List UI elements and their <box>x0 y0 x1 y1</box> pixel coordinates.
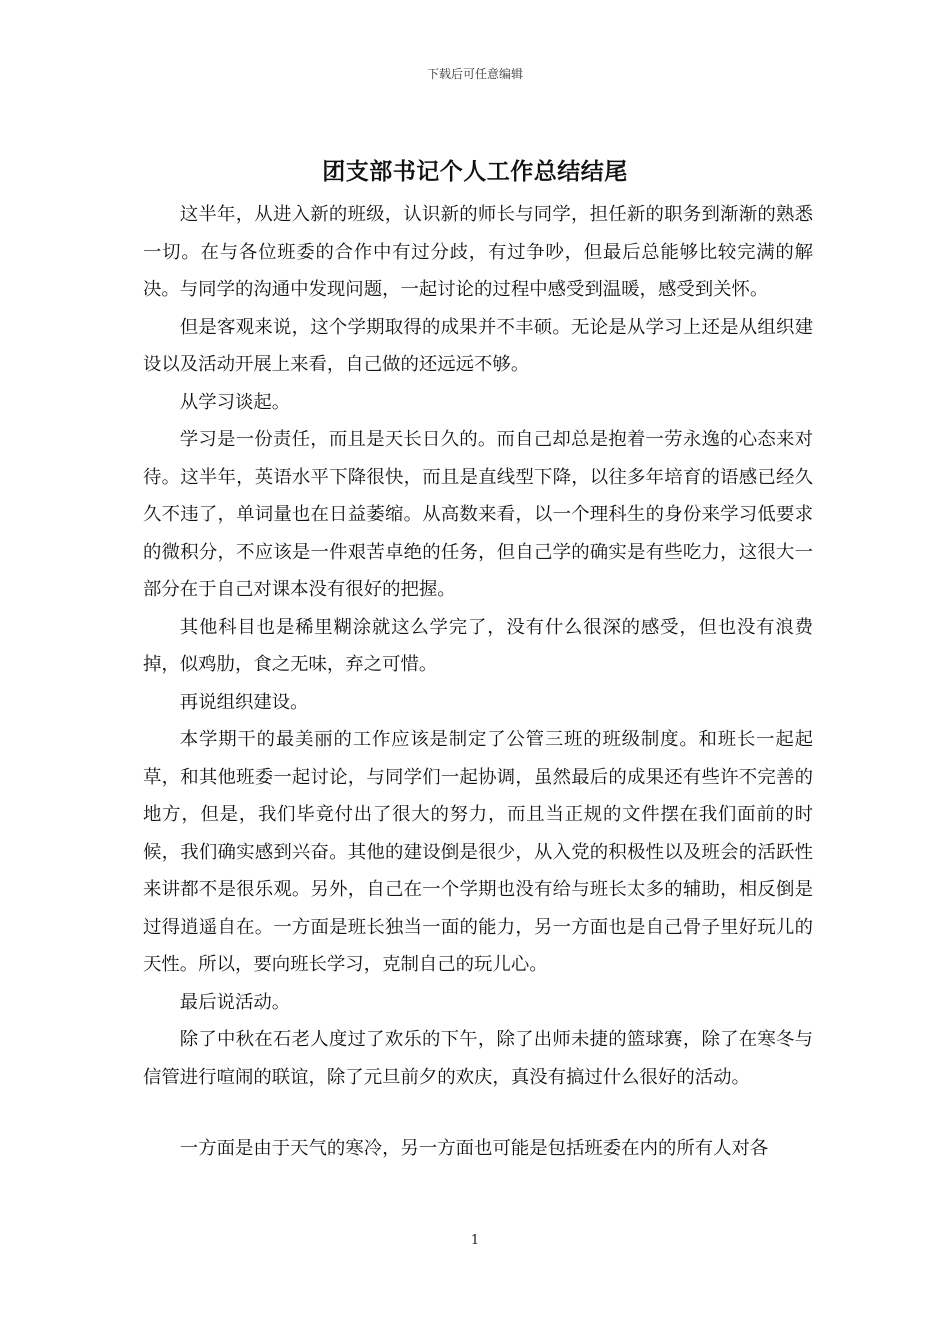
page-header: 下载后可任意编辑 <box>426 67 523 81</box>
paragraph-organization: 本学期干的最美丽的工作应该是制定了公管三班的班级制度。和班长一起起草，和其他班委一起讨论，与同学们一起协调，虽然最后的成果还有些许不完善的地方，但是，我们毕竟付出了很大的努力，而且当正规的文件摆在我们面前的时候，我们确实感到兴奋。其他的建设倒是很少，从入党的积极性以及班会的活跃性来讲都不是很乐观。另外，自己在一个学期也没有给与班长太多的辅助，相反倒是过得逍遥自在。一方面是班长独当一面的能力，另一方面也是自己骨子里好玩儿的天性。所以，要向班长学习，克制自己的玩儿心。 <box>143 729 813 975</box>
document-body <box>143 196 813 1168</box>
page-number: 1 <box>470 1233 480 1248</box>
paragraph-activities: 除了中秋在石老人度过了欢乐的下午，除了出师未捷的篮球赛，除了在寒冬与信管进行喧闹的联谊，除了元旦前夕的欢庆，真没有搞过什么很好的活动。 <box>143 1029 813 1088</box>
paragraph-continued: 一方面是由于天气的寒冷，另一方面也可能是包括班委在内的所有人对各 <box>179 1138 769 1159</box>
paragraph-study: 学习是一份责任，而且是天长日久的。而自己却总是抱着一劳永逸的心态来对待。这半年，英语水平下降很快，而且是直线型下降，以往多年培育的语感已经久久不违了，单词量也在日益萎缩。从高数来看，以一个理科生的身份来学习低要求的微积分，不应该是一件艰苦卓绝的任务，但自己学的确实是有些吃力，这很大一部分在于自己对课本没有很好的把握。 <box>143 429 813 600</box>
section-heading-study: 从学习谈起。 <box>179 391 291 413</box>
section-heading-organization: 再说组织建设。 <box>179 691 309 713</box>
paragraph-intro: 这半年，从进入新的班级，认识新的师长与同学，担任新的职务到渐渐的熟悉一切。在与各位班委的合作中有过分歧，有过争吵，但最后总能够比较完满的解决。与同学的沟通中发现问题，一起讨论的过程中感受到温暖，感受到关怀。 <box>143 204 813 300</box>
section-heading-activities: 最后说活动。 <box>179 991 291 1013</box>
paragraph-assessment: 但是客观来说，这个学期取得的成果并不丰硕。无论是从学习上还是从组织建设以及活动开展上来看，自己做的还远远不够。 <box>143 316 813 375</box>
paragraph-other-subjects: 其他科目也是稀里糊涂就这么学完了，没有什么很深的感受，但也没有浪费掉，似鸡肋，食之无味，弃之可惜。 <box>143 616 813 675</box>
document-title: 团支部书记个人工作总结结尾 <box>322 158 628 185</box>
